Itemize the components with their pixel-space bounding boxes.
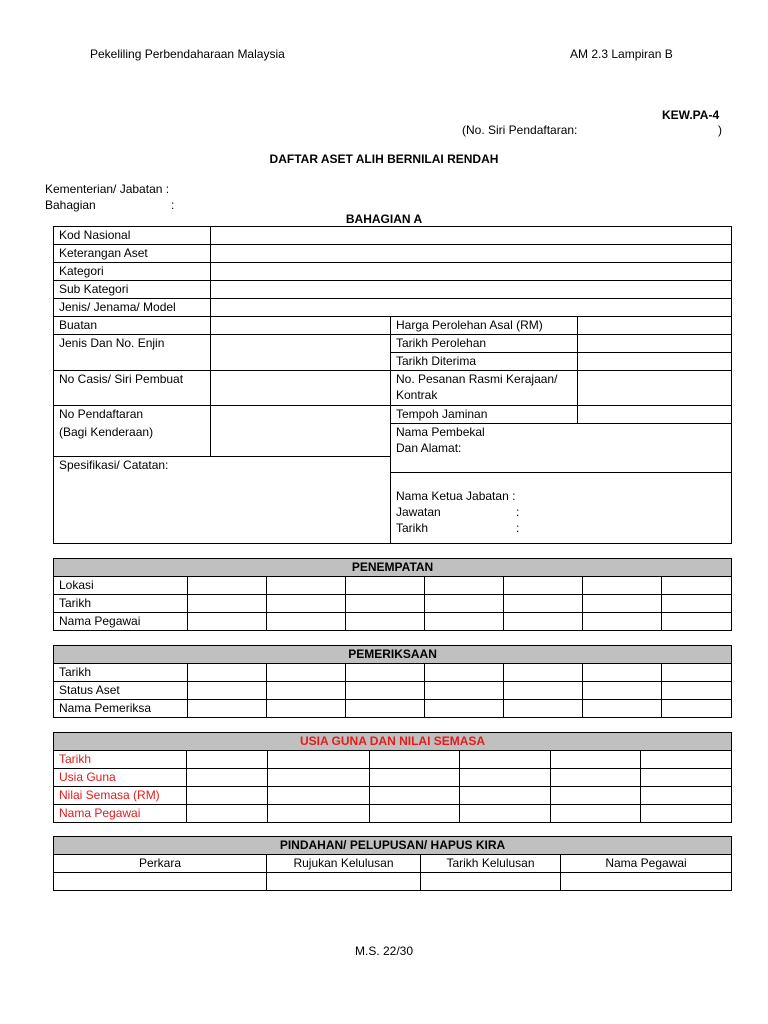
cell[interactable] (188, 595, 267, 613)
cell[interactable] (188, 613, 267, 631)
cell[interactable] (346, 613, 425, 631)
cell[interactable] (187, 769, 268, 787)
usia-guna-row-label: Nama Pegawai (54, 805, 187, 823)
cell[interactable] (425, 577, 504, 595)
page-title: DAFTAR ASET ALIH BERNILAI RENDAH (269, 152, 499, 166)
usia-guna-row-label: Nilai Semasa (RM) (54, 787, 187, 805)
harga-perolehan-field[interactable] (578, 317, 732, 335)
no-casis-field[interactable] (211, 371, 391, 406)
cell[interactable] (346, 664, 425, 682)
cell[interactable] (561, 873, 732, 891)
pemeriksaan-table (53, 645, 732, 718)
cell[interactable] (551, 769, 641, 787)
cell[interactable] (583, 682, 662, 700)
cell[interactable] (662, 664, 732, 682)
header-left: Pekeliling Perbendaharaan Malaysia (90, 47, 285, 61)
serial-number-label: (No. Siri Pendaftaran: (462, 123, 578, 137)
cell[interactable] (421, 873, 561, 891)
cell[interactable] (346, 700, 425, 718)
serial-number-close: ) (718, 123, 722, 137)
spesifikasi-cell[interactable] (54, 457, 391, 544)
cell[interactable] (346, 682, 425, 700)
cell[interactable] (662, 577, 732, 595)
harga-perolehan-label: Harga Perolehan Asal (RM) (391, 317, 578, 335)
cell[interactable] (583, 577, 662, 595)
cell[interactable] (425, 595, 504, 613)
cell[interactable] (267, 682, 346, 700)
cell[interactable] (504, 700, 583, 718)
jawatan-colon: : (516, 505, 520, 519)
ministry-label: Kementerian/ Jabatan : (45, 182, 170, 196)
no-pesanan-field[interactable] (578, 371, 732, 406)
cell[interactable] (551, 751, 641, 769)
kategori-label: Kategori (54, 263, 211, 281)
keterangan-aset-label: Keterangan Aset (54, 245, 211, 263)
cell[interactable] (551, 787, 641, 805)
cell[interactable] (370, 805, 460, 823)
pindahan-col-header: Rujukan Kelulusan (267, 855, 421, 873)
pindahan-col-header: Nama Pegawai (561, 855, 732, 873)
spesifikasi-label: Spesifikasi/ Catatan: (59, 458, 169, 472)
jenis-no-enjin-field[interactable] (211, 335, 391, 371)
cell[interactable] (551, 805, 641, 823)
cell[interactable] (346, 595, 425, 613)
cell[interactable] (188, 664, 267, 682)
tarikh-perolehan-field[interactable] (578, 335, 732, 353)
cell[interactable] (662, 613, 732, 631)
usia-guna-title: USIA GUNA DAN NILAI SEMASA (54, 733, 732, 751)
cell[interactable] (425, 682, 504, 700)
ketua-jabatan-cell[interactable] (391, 473, 732, 544)
no-pesanan-line1: No. Pesanan Rasmi Kerajaan/ (396, 372, 558, 386)
kod-nasional-label: Kod Nasional (54, 227, 211, 245)
tarikh-label: Tarikh (396, 521, 429, 535)
usia-guna-row-label: Tarikh (54, 751, 187, 769)
cell[interactable] (504, 577, 583, 595)
cell[interactable] (641, 751, 732, 769)
division-label: Bahagian (45, 198, 96, 212)
cell[interactable] (346, 577, 425, 595)
tempoh-jaminan-label: Tempoh Jaminan (391, 406, 578, 424)
header-right: AM 2.3 Lampiran B (570, 47, 673, 61)
kategori-field[interactable] (211, 263, 732, 281)
division-colon: : (171, 198, 175, 212)
cell[interactable] (662, 682, 732, 700)
cell[interactable] (641, 787, 732, 805)
pindahan-col-header: Perkara (54, 855, 267, 873)
no-pesanan-label (391, 371, 578, 406)
penempatan-title: PENEMPATAN (54, 559, 732, 577)
cell[interactable] (425, 700, 504, 718)
cell[interactable] (54, 873, 267, 891)
cell[interactable] (267, 595, 346, 613)
cell[interactable] (188, 577, 267, 595)
pemeriksaan-row-label: Status Aset (54, 682, 188, 700)
no-pendaftaran-field[interactable] (211, 406, 391, 457)
cell[interactable] (460, 769, 551, 787)
cell[interactable] (267, 613, 346, 631)
no-pendaftaran-line1: No Pendaftaran (59, 407, 144, 421)
jenis-jenama-model-label: Jenis/ Jenama/ Model (54, 299, 211, 317)
penempatan-row-label: Lokasi (54, 577, 188, 595)
cell[interactable] (268, 787, 370, 805)
usia-guna-row-label: Usia Guna (54, 769, 187, 787)
cell[interactable] (662, 700, 732, 718)
nama-pembekal-label: Nama Pembekal (396, 425, 485, 439)
cell[interactable] (460, 787, 551, 805)
buatan-field[interactable] (211, 317, 391, 335)
tarikh-row (396, 520, 731, 536)
cell[interactable] (425, 613, 504, 631)
penempatan-table (53, 558, 732, 631)
jenis-jenama-model-field[interactable] (211, 299, 732, 317)
cell[interactable] (370, 769, 460, 787)
cell[interactable] (370, 787, 460, 805)
nama-ketua-label: Nama Ketua Jabatan : (396, 489, 516, 503)
jawatan-label: Jawatan (396, 505, 441, 519)
cell[interactable] (268, 805, 370, 823)
cell[interactable] (267, 700, 346, 718)
cell[interactable] (641, 805, 732, 823)
cell[interactable] (504, 664, 583, 682)
cell[interactable] (460, 805, 551, 823)
dan-alamat-label: Dan Alamat: (396, 441, 462, 455)
cell[interactable] (425, 664, 504, 682)
pindahan-title: PINDAHAN/ PELUPUSAN/ HAPUS KIRA (54, 837, 732, 855)
cell[interactable] (641, 769, 732, 787)
cell[interactable] (188, 682, 267, 700)
division-row (45, 198, 185, 212)
cell[interactable] (267, 873, 421, 891)
pemeriksaan-row-label: Tarikh (54, 664, 188, 682)
cell[interactable] (187, 787, 268, 805)
tarikh-diterima-field[interactable] (578, 353, 732, 371)
cell[interactable] (267, 577, 346, 595)
cell[interactable] (504, 682, 583, 700)
jawatan-row (396, 504, 731, 520)
section-a-title: BAHAGIAN A (345, 212, 423, 226)
tarikh-diterima-label: Tarikh Diterima (391, 353, 578, 371)
sub-kategori-label: Sub Kategori (54, 281, 211, 299)
cell[interactable] (504, 613, 583, 631)
jenis-no-enjin-label: Jenis Dan No. Enjin (54, 335, 211, 371)
tempoh-jaminan-field[interactable] (578, 406, 732, 424)
cell[interactable] (583, 700, 662, 718)
keterangan-aset-field[interactable] (211, 245, 732, 263)
tarikh-perolehan-label: Tarikh Perolehan (391, 335, 578, 353)
pemeriksaan-title: PEMERIKSAAN (54, 646, 732, 664)
pindahan-col-header: Tarikh Kelulusan (421, 855, 561, 873)
sub-kategori-field[interactable] (211, 281, 732, 299)
cell[interactable] (583, 595, 662, 613)
penempatan-row-label: Tarikh (54, 595, 188, 613)
no-pesanan-line2: Kontrak (396, 388, 438, 402)
pindahan-table (53, 836, 732, 891)
kod-nasional-field[interactable] (211, 227, 732, 245)
cell[interactable] (583, 664, 662, 682)
cell[interactable] (583, 613, 662, 631)
no-pendaftaran-label (54, 406, 211, 457)
buatan-label: Buatan (54, 317, 211, 335)
form-code: KEW.PA-4 (662, 108, 720, 122)
cell[interactable] (504, 595, 583, 613)
no-casis-label: No Casis/ Siri Pembuat (54, 371, 211, 406)
tarikh-colon: : (516, 521, 520, 535)
usia-guna-table (53, 732, 732, 823)
cell[interactable] (268, 751, 370, 769)
section-a-table (53, 226, 732, 544)
pembekal-cell[interactable] (391, 424, 732, 473)
cell[interactable] (460, 751, 551, 769)
cell[interactable] (662, 595, 732, 613)
penempatan-row-label: Nama Pegawai (54, 613, 188, 631)
bagi-kenderaan-line: (Bagi Kenderaan) (59, 425, 154, 439)
cell[interactable] (187, 805, 268, 823)
cell[interactable] (268, 769, 370, 787)
pemeriksaan-row-label: Nama Pemeriksa (54, 700, 188, 718)
page-number: M.S. 22/30 (354, 944, 414, 958)
cell[interactable] (188, 700, 267, 718)
cell[interactable] (187, 751, 268, 769)
cell[interactable] (267, 664, 346, 682)
cell[interactable] (370, 751, 460, 769)
